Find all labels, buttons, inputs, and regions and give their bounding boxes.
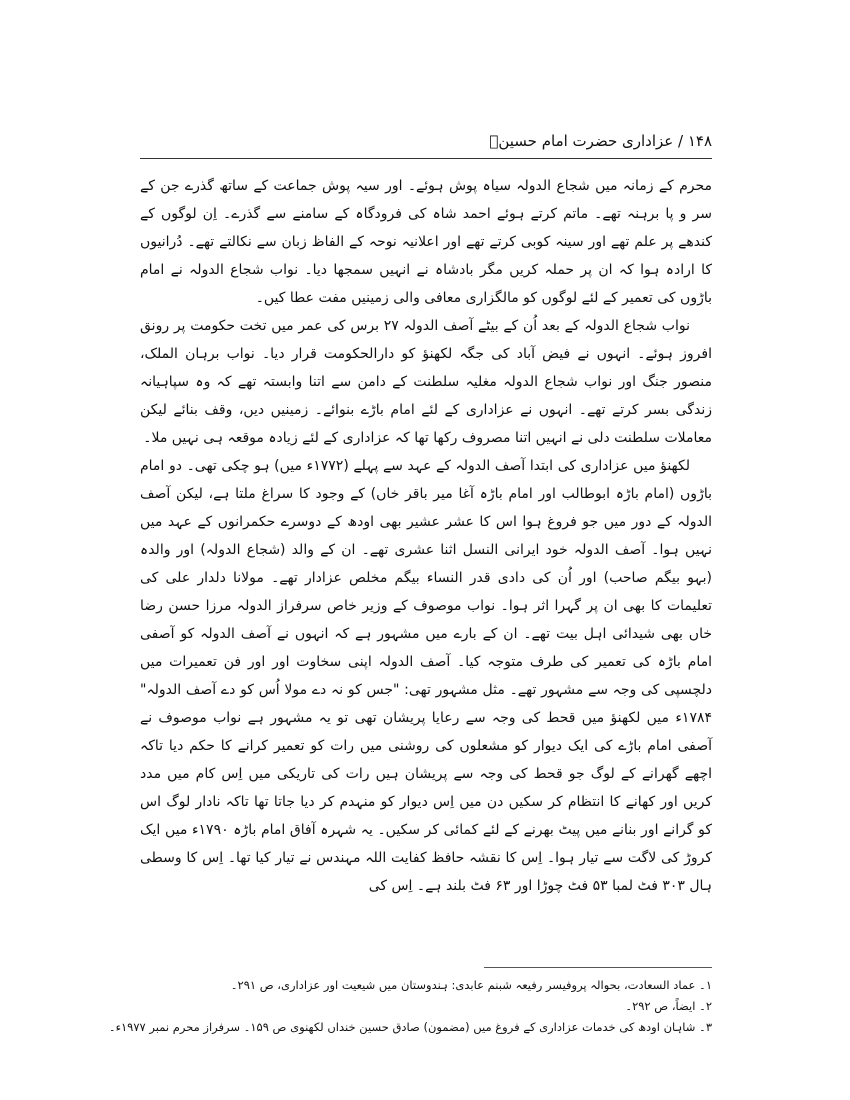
footnote-divider xyxy=(484,967,712,968)
header-divider xyxy=(140,158,712,159)
footnote: ۲۔ ایضاً، ص ۲۹۲۔ xyxy=(625,999,712,1013)
footnote: ۳۔ شاہان اودھ کی خدمات عزاداری کے فروغ میں (مضمون) صادق حسین خنداں لکھنوی ص ۱۵۹۔ سرفراز محرم نمبر ۱۹۷۷ء۔ xyxy=(108,1020,712,1034)
paragraph: محرم کے زمانہ میں شجاع الدولہ سیاہ پوش ہوئے۔ اور سیہ پوش جماعت کے ساتھ گذرے جن کے سر و پا برہنہ تھے۔ ماتم کرتے ہوئے احمد شاہ کی فرودگاہ کے سامنے سے گذرے۔ اِن لوگوں کے کندھے پر علم تھے اور سینہ کوبی کرتے تھے اور اعلانیہ نوحہ کے الفاظ زبان سے نکالتے تھے۔ دُرانیوں کا ارادہ ہوا کہ ان پر حملہ کریں مگر بادشاہ نے انہیں سمجھا دیا۔ نواب شجاع الدولہ نے امام باڑوں کی تعمیر کے لئے لوگوں کو مالگزاری معافی والی زمینیں مفت عطا کیں۔ xyxy=(140,178,712,306)
footnotes xyxy=(108,975,712,1038)
paragraph: نواب شجاع الدولہ کے بعد اُن کے بیٹے آصف الدولہ ۲۷ برس کی عمر میں تخت حکومت پر رونق افروز ہوئے۔ انہوں نے فیض آباد کی جگہ لکھنؤ کو دارالحکومت قرار دیا۔ نواب برہان الملک، منصور جنگ اور نواب شجاع الدولہ مغلیہ سلطنت کے دامن سے اتنا وابستہ تھے کہ وہ سپاہیانہ زندگی بسر کرتے تھے۔ انہوں نے عزاداری کے لئے امام باڑے بنوائے۔ زمینیں دیں، وقف بنائے لیکن معاملات سلطنت دلی نے انہیں اتنا مصروف رکھا تھا کہ عزاداری کے لئے زیادہ موقعہ ہی نہیں ملا۔ xyxy=(140,318,712,446)
body-text xyxy=(140,172,712,900)
running-header: ۱۴۸ / عزاداری حضرت امام حسینؑ xyxy=(489,132,712,150)
paragraph: لکھنؤ میں عزاداری کی ابتدا آصف الدولہ کے عہد سے پہلے (۱۷۷۲ء میں) ہو چکی تھی۔ دو امام باڑوں (امام باڑہ ابوطالب اور امام باڑہ آغا میر باقر خاں) کے وجود کا سراغ ملتا ہے، لیکن آصف الدولہ کے دور میں جو فروغ ہوا اس کا عشر عشیر بھی اودھ کے دوسرے حکمرانوں کے عہد میں نہیں ہوا۔ آصف الدولہ خود ایرانی النسل اثنا عشری تھے۔ ان کے والد (شجاع الدولہ) اور والدہ (بہو بیگم صاحب) اور اُن کی دادی قدر النساء بیگم مخلص عزادار تھے۔ مولانا دلدار علی کی تعلیمات کا بھی ان پر گہرا اثر ہوا۔ نواب موصوف کے وزیر خاص سرفراز الدولہ مرزا حسن رضا خاں بھی شیدائی اہل بیت تھے۔ ان کے بارے میں مشہور ہے کہ انہوں نے آصف الدولہ کو آصفی امام باڑہ کی تعمیر کی طرف متوجہ کیا۔ آصف الدولہ اپنی سخاوت اور اور فن تعمیرات میں دلچسپی کی وجہ سے مشہور تھے۔ مثل مشہور تھی: "جس کو نہ دے مولا اُس کو دے آصف الدولہ" ۱۷۸۴ء میں لکھنؤ میں قحط کی وجہ سے رعایا پریشان تھی تو یہ مشہور ہے نواب موصوف نے آصفی امام باڑے کی ایک دیوار کو مشعلوں کی روشنی میں رات کو تعمیر کرانے کا حکم دیا تاکہ اچھے گھرانے کے لوگ جو قحط کی وجہ سے پریشان ہیں رات کی تاریکی میں اِس کام میں مدد کریں اور کھانے کا انتظام کر سکیں دن میں اِس دیوار کو منہدم کر دیا جاتا تھا تاکہ نادار لوگ اس کو گرانے اور بنانے میں پیٹ بھرنے کے لئے کمائی کر سکیں۔ یہ شہرہ آفاق امام باڑہ ۱۷۹۰ء میں ایک کروڑ کی لاگت سے تیار ہوا۔ اِس کا نقشہ حافظ کفایت اللہ مہندس نے تیار کیا تھا۔ اِس کا وسطی ہال ۳۰۳ فٹ لمبا ۵۳ فٹ چوڑا اور ۶۳ فٹ بلند ہے۔ اِس کی xyxy=(140,458,712,894)
footnote: ۱۔ عماد السعادت، بحوالہ پروفیسر رفیعہ شبنم عابدی: ہندوستان میں شیعیت اور عزاداری، ص ۲۹۱۔ xyxy=(230,978,712,992)
